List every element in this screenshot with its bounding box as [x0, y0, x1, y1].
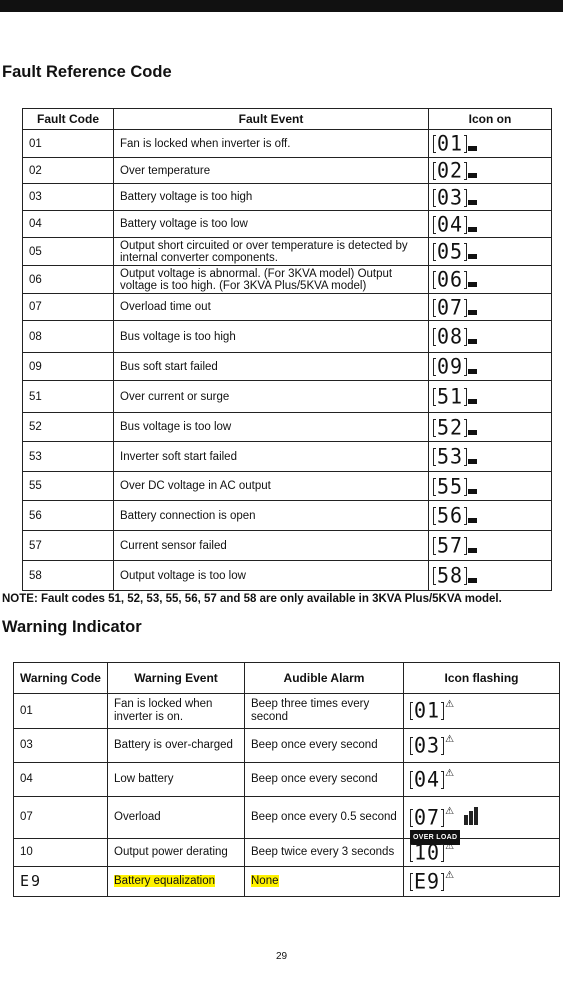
fault-bar-icon [468, 339, 477, 344]
warning-code-cell: 01 [14, 694, 108, 729]
fault-icon-cell [429, 353, 552, 381]
lcd-code-icon [433, 157, 477, 183]
fault-code-cell: 04 [23, 211, 114, 238]
lcd-code-icon [433, 183, 477, 210]
fault-code-cell: 53 [23, 442, 114, 472]
fault-event-cell: Inverter soft start failed [114, 442, 429, 472]
warning-event-cell: Output power derating [108, 839, 245, 867]
icon-on-header: Icon on [429, 109, 552, 130]
fault-event-cell: Output voltage is too low [114, 561, 429, 591]
lcd-bracket-right [464, 507, 467, 525]
lcd-bracket-right [464, 243, 467, 261]
page-number: 29 [275, 951, 288, 962]
fault-icon-cell [429, 130, 552, 158]
fault-icon-cell [429, 561, 552, 591]
lcd-code-icon [433, 293, 477, 320]
fault-table-header [23, 109, 552, 130]
lcd-bracket-right [464, 328, 467, 346]
lcd-bracket-right [464, 299, 467, 317]
lcd-digits: 56 [437, 502, 464, 528]
lcd-digits: 53 [437, 443, 464, 469]
warning-code-cell: 10 [14, 839, 108, 867]
lcd-digits: 03 [414, 731, 441, 758]
warning-row [14, 867, 560, 897]
warning-indicator-table [13, 662, 560, 897]
warning-code-cell: 03 [14, 729, 108, 763]
fault-event-cell: Over temperature [114, 158, 429, 184]
lcd-code-icon [433, 413, 477, 440]
lcd-code-icon [433, 383, 477, 409]
fault-event-cell: Bus voltage is too low [114, 413, 429, 442]
fault-bar-icon [468, 459, 477, 464]
lcd-digits: 02 [437, 157, 464, 183]
fault-event-cell: Overload time out [114, 294, 429, 321]
warning-triangle-icon: ⚠ [445, 733, 455, 745]
fault-bar-icon [468, 200, 477, 205]
audible-alarm-cell: Beep twice every 3 seconds [245, 839, 404, 867]
warning-row [14, 694, 560, 729]
lcd-digits: 10 [414, 838, 441, 865]
lcd-digits: 01 [414, 697, 441, 723]
fault-icon-cell [429, 294, 552, 321]
fault-row [23, 531, 552, 561]
audible-alarm-cell: Beep once every second [245, 729, 404, 763]
fault-bar-icon [468, 489, 477, 494]
warning-triangle-icon: ⚠ [445, 869, 455, 881]
lcd-digits: 06 [437, 266, 464, 292]
top-bar [0, 0, 563, 12]
fault-event-cell: Bus voltage is too high [114, 321, 429, 353]
fault-reference-table [22, 108, 552, 591]
fault-code-cell: 58 [23, 561, 114, 591]
lcd-code-icon [433, 323, 477, 349]
lcd-digits: 04 [414, 765, 441, 792]
fault-note: NOTE: Fault codes 51, 52, 53, 55, 56, 57 and 58 are only available in 3KVA Plus/5KVA model. [2, 593, 502, 605]
lcd-digits: 55 [437, 472, 464, 499]
fault-icon-cell [429, 442, 552, 472]
lcd-code-icon [433, 210, 477, 237]
lcd-code-icon [433, 266, 477, 292]
warning-table-header [14, 663, 560, 694]
load-bar [469, 811, 473, 825]
lcd-code-icon [433, 532, 477, 558]
fault-code-cell: 02 [23, 158, 114, 184]
fault-event-cell: Fan is locked when inverter is off. [114, 130, 429, 158]
fault-event-cell: Output short circuited or over temperature is detected by internal converter components. [114, 238, 429, 266]
lcd-bracket-right [441, 873, 444, 891]
warning-row [14, 839, 560, 867]
warning-icon-cell [404, 839, 560, 867]
lcd-digits: 08 [437, 323, 464, 349]
fault-row [23, 472, 552, 501]
lcd-digits: 09 [437, 353, 464, 379]
fault-row [23, 321, 552, 353]
load-level-icon [462, 805, 486, 827]
fault-bar-icon [468, 578, 477, 583]
fault-row [23, 501, 552, 531]
lcd-bracket-right [441, 737, 444, 755]
overload-badge: OVER LOAD [410, 830, 460, 845]
lcd-code-icon [433, 443, 477, 469]
fault-code-cell: 05 [23, 238, 114, 266]
lcd-digits: 58 [437, 562, 464, 588]
fault-bar-icon [468, 227, 477, 232]
fault-row [23, 184, 552, 211]
lcd-bracket-right [464, 358, 467, 376]
fault-row [23, 561, 552, 591]
lcd-bracket-right [441, 702, 444, 720]
warning-indicator-title: Warning Indicator [2, 618, 142, 636]
fault-row [23, 238, 552, 266]
lcd-code-icon [410, 867, 455, 894]
fault-table-body [23, 130, 552, 591]
warning-event-header: Warning Event [108, 663, 245, 694]
audible-alarm-cell [245, 867, 404, 897]
fault-code-cell: 57 [23, 531, 114, 561]
warning-code-cell: 07 [14, 797, 108, 839]
warning-row [14, 797, 560, 839]
lcd-digits: 05 [437, 238, 464, 264]
lcd-bracket-right [464, 448, 467, 466]
lcd-bracket-right [464, 419, 467, 437]
fault-bar-icon [468, 254, 477, 259]
warning-icon-cell [404, 729, 560, 763]
fault-event-header: Fault Event [114, 109, 429, 130]
fault-event-cell: Over current or surge [114, 381, 429, 413]
fault-event-cell: Output voltage is abnormal. (For 3KVA model) Output voltage is too high. (For 3KVA Plus/5KVA model) [114, 266, 429, 294]
fault-bar-icon [468, 518, 477, 523]
fault-code-cell: 01 [23, 130, 114, 158]
lcd-code-icon [410, 697, 455, 723]
fault-code-cell: 09 [23, 353, 114, 381]
warning-triangle-icon: ⚠ [445, 805, 455, 817]
fault-event-cell: Over DC voltage in AC output [114, 472, 429, 501]
lcd-bracket-right [464, 388, 467, 406]
lcd-digits: 03 [437, 183, 464, 210]
audible-alarm-cell: Beep three times every second [245, 694, 404, 729]
fault-bar-icon [468, 430, 477, 435]
warning-code-header: Warning Code [14, 663, 108, 694]
warning-icon-cell [404, 867, 560, 897]
fault-row [23, 266, 552, 294]
warning-event-cell: Battery is over-charged [108, 729, 245, 763]
fault-icon-cell [429, 472, 552, 501]
fault-event-cell: Bus soft start failed [114, 353, 429, 381]
lcd-bracket-right [464, 189, 467, 207]
lcd-bracket-right [441, 771, 444, 789]
fault-code-cell: 52 [23, 413, 114, 442]
fault-bar-icon [468, 369, 477, 374]
lcd-bracket-right [464, 135, 467, 153]
fault-row [23, 381, 552, 413]
lcd-digits: 52 [437, 413, 464, 440]
fault-row [23, 353, 552, 381]
fault-code-cell: 07 [23, 294, 114, 321]
lcd-digits: 07 [414, 803, 441, 830]
warning-code-cell: 04 [14, 763, 108, 797]
fault-icon-cell [429, 266, 552, 294]
lcd-code-icon [433, 472, 477, 499]
fault-code-cell: 51 [23, 381, 114, 413]
lcd-code-icon [410, 838, 455, 865]
lcd-digits: 57 [437, 532, 464, 558]
fault-bar-icon [468, 399, 477, 404]
warning-icon-cell [404, 797, 560, 839]
fault-event-cell: Battery voltage is too low [114, 211, 429, 238]
lcd-bracket-right [464, 478, 467, 496]
fault-icon-cell [429, 381, 552, 413]
fault-bar-icon [468, 310, 477, 315]
fault-icon-cell [429, 321, 552, 353]
lcd-bracket-right [441, 844, 444, 862]
lcd-code-icon [410, 803, 486, 841]
warning-triangle-icon: ⚠ [445, 840, 455, 852]
load-bar [474, 807, 478, 825]
fault-icon-cell [429, 184, 552, 211]
lcd-code-icon [433, 562, 477, 588]
fault-icon-cell [429, 211, 552, 238]
warning-triangle-icon: ⚠ [445, 699, 455, 710]
lcd-code-icon [433, 502, 477, 528]
audible-alarm-cell: Beep once every second [245, 763, 404, 797]
lcd-bracket-right [464, 216, 467, 234]
fault-code-header: Fault Code [23, 109, 114, 130]
lcd-digits: 01 [437, 130, 464, 156]
fault-bar-icon [468, 146, 477, 151]
fault-bar-icon [468, 548, 477, 553]
fault-row [23, 413, 552, 442]
highlighted-alarm-text: None [251, 875, 279, 887]
lcd-digits: 07 [437, 293, 464, 320]
warning-row [14, 729, 560, 763]
lcd-digits: 51 [437, 383, 464, 409]
fault-code-cell: 03 [23, 184, 114, 211]
fault-row [23, 442, 552, 472]
warning-code-cell: E9 [14, 867, 108, 897]
fault-reference-title: Fault Reference Code [2, 63, 172, 81]
fault-row [23, 294, 552, 321]
lcd-bracket-right [441, 809, 444, 827]
warning-event-cell [108, 867, 245, 897]
lcd-digits: 04 [437, 210, 464, 237]
fault-code-cell: 06 [23, 266, 114, 294]
fault-icon-cell [429, 158, 552, 184]
fault-event-cell: Battery connection is open [114, 501, 429, 531]
lcd-bracket-right [464, 537, 467, 555]
fault-icon-cell [429, 413, 552, 442]
lcd-code-icon [410, 765, 455, 792]
warning-icon-cell [404, 694, 560, 729]
icon-flashing-header: Icon flashing [404, 663, 560, 694]
warning-event-cell: Overload [108, 797, 245, 839]
warning-table-body [14, 694, 560, 897]
fault-icon-cell [429, 531, 552, 561]
fault-row [23, 158, 552, 184]
fault-event-cell: Current sensor failed [114, 531, 429, 561]
fault-bar-icon [468, 173, 477, 178]
warning-triangle-icon: ⚠ [445, 767, 455, 779]
lcd-bracket-right [464, 162, 467, 180]
warning-event-cell: Low battery [108, 763, 245, 797]
lcd-digits: E9 [414, 867, 441, 894]
fault-event-cell: Battery voltage is too high [114, 184, 429, 211]
lcd-code-icon [433, 238, 477, 264]
lcd-code-icon [433, 353, 477, 379]
warning-row [14, 763, 560, 797]
fault-code-cell: 08 [23, 321, 114, 353]
warning-event-cell: Fan is locked when inverter is on. [108, 694, 245, 729]
audible-alarm-cell: Beep once every 0.5 second [245, 797, 404, 839]
highlighted-event-text: Battery equalization [114, 875, 216, 887]
lcd-bracket-right [464, 567, 467, 585]
load-bar [464, 815, 468, 825]
fault-row [23, 211, 552, 238]
audible-alarm-header: Audible Alarm [245, 663, 404, 694]
lcd-code-icon [433, 130, 477, 156]
fault-bar-icon [468, 282, 477, 287]
lcd-code-icon [410, 731, 455, 758]
fault-code-cell: 55 [23, 472, 114, 501]
fault-icon-cell [429, 501, 552, 531]
fault-row [23, 130, 552, 158]
fault-code-cell: 56 [23, 501, 114, 531]
fault-icon-cell [429, 238, 552, 266]
warning-icon-cell [404, 763, 560, 797]
lcd-bracket-right [464, 271, 467, 289]
